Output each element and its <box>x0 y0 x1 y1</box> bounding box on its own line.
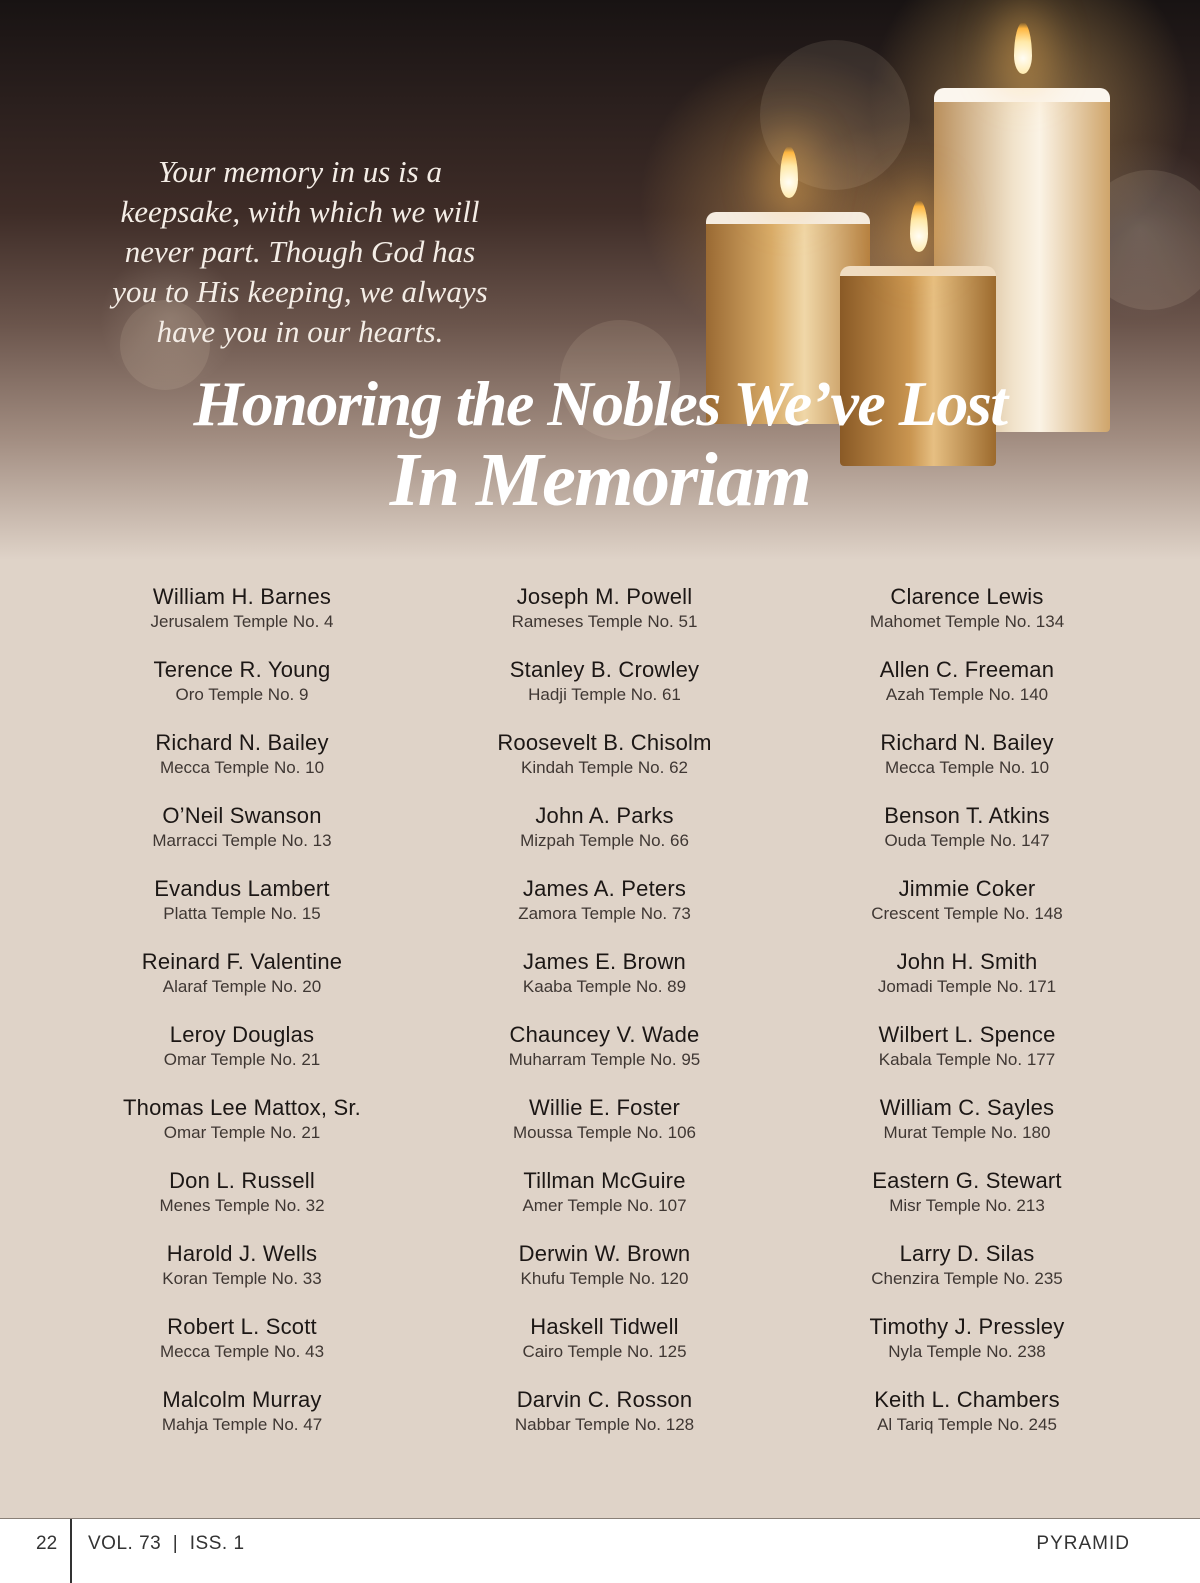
temple-name: Cairo Temple No. 125 <box>522 1342 687 1361</box>
memorial-entry <box>62 1167 422 1240</box>
memorial-entry <box>787 1094 1147 1167</box>
noble-name: William C. Sayles <box>879 1095 1055 1120</box>
memorial-entry <box>62 1094 422 1167</box>
memorial-list <box>62 583 1147 1459</box>
footer-divider <box>70 1519 72 1583</box>
temple-name: Omar Temple No. 21 <box>163 1123 321 1142</box>
temple-name: Jomadi Temple No. 171 <box>877 977 1057 996</box>
memorial-entry <box>62 802 422 875</box>
page-subtitle: In Memoriam <box>389 438 811 522</box>
memorial-entry <box>787 802 1147 875</box>
noble-name: Clarence Lewis <box>890 584 1044 609</box>
memorial-entry <box>425 656 785 729</box>
memorial-entry <box>425 1313 785 1386</box>
page-title: Honoring the Nobles We’ve Lost <box>193 368 1007 439</box>
memorial-entry <box>787 729 1147 802</box>
noble-name: Chauncey V. Wade <box>509 1022 700 1047</box>
memorial-entry <box>787 656 1147 729</box>
temple-name: Koran Temple No. 33 <box>162 1269 322 1288</box>
noble-name: John H. Smith <box>896 949 1038 974</box>
noble-name: Derwin W. Brown <box>518 1241 691 1266</box>
memorial-column-1 <box>62 583 422 1459</box>
temple-name: Amer Temple No. 107 <box>522 1196 687 1215</box>
noble-name: John A. Parks <box>535 803 674 828</box>
memorial-entry <box>787 1021 1147 1094</box>
noble-name: James E. Brown <box>523 949 686 974</box>
temple-name: Kabala Temple No. 177 <box>878 1050 1056 1069</box>
temple-name: Jerusalem Temple No. 4 <box>150 612 334 631</box>
noble-name: O’Neil Swanson <box>162 803 322 828</box>
noble-name: Richard N. Bailey <box>880 730 1054 755</box>
temple-name: Marracci Temple No. 13 <box>152 831 332 850</box>
temple-name: Rameses Temple No. 51 <box>511 612 698 631</box>
page-number: 22 <box>36 1533 58 1554</box>
flame-icon <box>910 200 928 252</box>
noble-name: Thomas Lee Mattox, Sr. <box>123 1095 361 1120</box>
temple-name: Muharram Temple No. 95 <box>508 1050 701 1069</box>
temple-name: Kaaba Temple No. 89 <box>522 977 687 996</box>
temple-name: Mahja Temple No. 47 <box>161 1415 323 1434</box>
noble-name: Richard N. Bailey <box>155 730 329 755</box>
temple-name: Mecca Temple No. 10 <box>159 758 325 777</box>
memorial-entry <box>787 948 1147 1021</box>
memorial-entry <box>787 1240 1147 1313</box>
temple-name: Mecca Temple No. 10 <box>884 758 1050 777</box>
noble-name: Roosevelt B. Chisolm <box>497 730 712 755</box>
temple-name: Mahomet Temple No. 134 <box>869 612 1065 631</box>
temple-name: Omar Temple No. 21 <box>163 1050 321 1069</box>
memorial-entry <box>425 729 785 802</box>
memorial-entry <box>787 875 1147 948</box>
memorial-entry <box>425 802 785 875</box>
memorial-entry <box>425 1167 785 1240</box>
memorial-entry <box>787 1386 1147 1459</box>
memorial-entry <box>62 875 422 948</box>
memorial-entry <box>787 583 1147 656</box>
temple-name: Zamora Temple No. 73 <box>518 904 691 923</box>
temple-name: Platta Temple No. 15 <box>163 904 321 923</box>
memorial-column-3 <box>787 583 1147 1459</box>
temple-name: Nabbar Temple No. 128 <box>514 1415 695 1434</box>
temple-name: Kindah Temple No. 62 <box>521 758 688 777</box>
temple-name: Misr Temple No. 213 <box>889 1196 1045 1215</box>
noble-name: Leroy Douglas <box>169 1022 315 1047</box>
memorial-entry <box>425 1094 785 1167</box>
volume-issue: VOL. 73 | ISS. 1 <box>88 1533 245 1554</box>
noble-name: William H. Barnes <box>152 584 332 609</box>
memorial-entry <box>62 583 422 656</box>
temple-name: Crescent Temple No. 148 <box>871 904 1063 923</box>
memorial-column-2 <box>425 583 785 1459</box>
memorial-entry <box>425 875 785 948</box>
hero-banner <box>0 0 1200 560</box>
temple-name: Ouda Temple No. 147 <box>884 831 1050 850</box>
noble-name: Timothy J. Pressley <box>869 1314 1065 1339</box>
noble-name: Malcolm Murray <box>162 1387 322 1412</box>
noble-name: Willie E. Foster <box>528 1095 681 1120</box>
publication-name: PYRAMID <box>1036 1533 1130 1554</box>
memorial-entry <box>425 1386 785 1459</box>
noble-name: Eastern G. Stewart <box>872 1168 1062 1193</box>
noble-name: Allen C. Freeman <box>879 657 1055 682</box>
memorial-entry <box>62 656 422 729</box>
memorial-entry <box>787 1167 1147 1240</box>
memorial-entry <box>425 1240 785 1313</box>
noble-name: Evandus Lambert <box>154 876 330 901</box>
noble-name: Robert L. Scott <box>167 1314 317 1339</box>
temple-name: Oro Temple No. 9 <box>175 685 309 704</box>
noble-name: Harold J. Wells <box>166 1241 318 1266</box>
memorial-entry <box>62 948 422 1021</box>
memorial-entry <box>62 1240 422 1313</box>
memorial-entry <box>62 729 422 802</box>
temple-name: Al Tariq Temple No. 245 <box>877 1415 1057 1434</box>
noble-name: Terence R. Young <box>153 657 331 682</box>
temple-name: Murat Temple No. 180 <box>883 1123 1051 1142</box>
temple-name: Chenzira Temple No. 235 <box>871 1269 1063 1288</box>
memorial-quote: Your memory in us is a keepsake, with which we will never part. Though God has you to His keeping, we always have you in our hearts. <box>112 154 488 349</box>
noble-name: Reinard F. Valentine <box>141 949 343 974</box>
noble-name: Joseph M. Powell <box>516 584 693 609</box>
noble-name: Jimmie Coker <box>898 876 1036 901</box>
noble-name: Stanley B. Crowley <box>509 657 700 682</box>
memorial-entry <box>787 1313 1147 1386</box>
temple-name: Menes Temple No. 32 <box>159 1196 325 1215</box>
temple-name: Nyla Temple No. 238 <box>888 1342 1046 1361</box>
memorial-entry <box>62 1386 422 1459</box>
temple-name: Mecca Temple No. 43 <box>159 1342 325 1361</box>
flame-icon <box>1014 22 1032 74</box>
noble-name: Keith L. Chambers <box>874 1387 1060 1412</box>
noble-name: James A. Peters <box>522 876 687 901</box>
noble-name: Don L. Russell <box>169 1168 315 1193</box>
noble-name: Tillman McGuire <box>523 1168 686 1193</box>
temple-name: Hadji Temple No. 61 <box>528 685 681 704</box>
memorial-entry <box>425 583 785 656</box>
noble-name: Darvin C. Rosson <box>516 1387 693 1412</box>
noble-name: Larry D. Silas <box>899 1241 1035 1266</box>
temple-name: Moussa Temple No. 106 <box>512 1123 696 1142</box>
page-footer <box>0 1518 1200 1583</box>
temple-name: Khufu Temple No. 120 <box>520 1269 689 1288</box>
memorial-entry <box>62 1313 422 1386</box>
temple-name: Alaraf Temple No. 20 <box>162 977 322 996</box>
noble-name: Haskell Tidwell <box>530 1314 679 1339</box>
noble-name: Wilbert L. Spence <box>878 1022 1056 1047</box>
memorial-entry <box>62 1021 422 1094</box>
noble-name: Benson T. Atkins <box>884 803 1050 828</box>
memorial-entry <box>425 1021 785 1094</box>
memorial-entry <box>425 948 785 1021</box>
temple-name: Mizpah Temple No. 66 <box>520 831 689 850</box>
temple-name: Azah Temple No. 140 <box>885 685 1049 704</box>
